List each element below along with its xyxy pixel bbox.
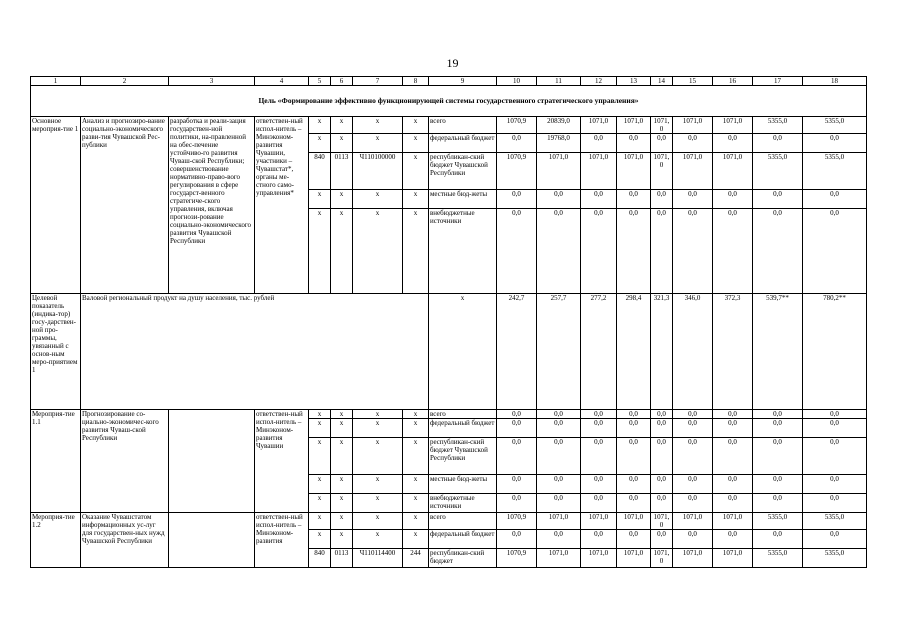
indicator-value: 346,0 <box>673 294 713 410</box>
value-cell: 0,0 <box>497 134 537 153</box>
code-target: x <box>353 209 403 294</box>
value-cell: 1070,9 <box>497 117 537 134</box>
code-grbs: x <box>309 475 331 494</box>
value-cell: 0,0 <box>617 530 651 549</box>
value-cell: 1071,0 <box>617 513 651 530</box>
indicator-value: 257,7 <box>537 294 581 410</box>
value-cell: 1071,0 <box>651 153 673 190</box>
code-expense-type: x <box>403 494 429 513</box>
value-cell: 0,0 <box>617 209 651 294</box>
value-cell: 0,0 <box>753 134 803 153</box>
value-cell: 1071,0 <box>713 549 753 568</box>
funding-source: внебюджетные источники <box>429 494 497 513</box>
indicator-text: Валовой региональный продукт на душу населения, тыс. рублей <box>81 294 429 410</box>
value-cell: 0,0 <box>651 438 673 475</box>
funding-source: республикан-ский бюджет <box>429 549 497 568</box>
value-cell: 0,0 <box>497 410 537 419</box>
column-number: 4 <box>255 77 309 86</box>
value-cell: 0,0 <box>651 209 673 294</box>
value-cell: 0,0 <box>713 475 753 494</box>
code-target: x <box>353 438 403 475</box>
value-cell: 1071,0 <box>651 549 673 568</box>
code-expense-type: x <box>403 513 429 530</box>
activity-description <box>169 513 255 568</box>
code-expense-type: x <box>403 190 429 209</box>
column-number: 10 <box>497 77 537 86</box>
indicator-value: 780,2** <box>803 294 867 410</box>
column-number: 14 <box>651 77 673 86</box>
value-cell: 0,0 <box>497 209 537 294</box>
value-cell: 1070,9 <box>497 513 537 530</box>
column-number-row <box>31 77 867 86</box>
activity-description: разработка и реали-зация государствен-ной политики, на-правленной на обес-печение устойчиво-го развития Чуваш-ской Республики; совершенствование нормативно-право-вого регулирования в сфере государст-венного стратегиче-ского управления, включая прогнози-рование социально-экономического развития Чувашской Республики <box>169 117 255 294</box>
value-cell: 0,0 <box>713 438 753 475</box>
value-cell: 0,0 <box>651 475 673 494</box>
code-section: x <box>331 117 353 134</box>
indicator-value: 321,3 <box>651 294 673 410</box>
funding-source: местные бюд-жеты <box>429 475 497 494</box>
value-cell: 0,0 <box>497 190 537 209</box>
value-cell: 0,0 <box>803 134 867 153</box>
indicator-value: 372,3 <box>713 294 753 410</box>
activity-title: Прогнозирование со-циально-экономичес-кого развития Чуваш-ской Республики <box>81 410 169 513</box>
value-cell: 0,0 <box>803 475 867 494</box>
value-cell: 1071,0 <box>673 513 713 530</box>
goal-row <box>31 86 867 117</box>
value-cell: 0,0 <box>651 494 673 513</box>
table-row <box>31 513 867 530</box>
code-target: Ч110100000 <box>353 153 403 190</box>
value-cell: 0,0 <box>673 494 713 513</box>
value-cell: 1071,0 <box>651 117 673 134</box>
column-number: 7 <box>353 77 403 86</box>
funding-source: всего <box>429 117 497 134</box>
column-number: 6 <box>331 77 353 86</box>
value-cell: 0,0 <box>497 475 537 494</box>
value-cell: 1071,0 <box>537 513 581 530</box>
funding-source: республикан-ский бюджет Чувашской Республики <box>429 438 497 475</box>
value-cell: 5355,0 <box>753 153 803 190</box>
table-row <box>31 117 867 134</box>
code-target: x <box>353 117 403 134</box>
code-grbs: x <box>309 438 331 475</box>
value-cell: 0,0 <box>581 190 617 209</box>
code-expense-type: x <box>403 438 429 475</box>
value-cell: 0,0 <box>617 410 651 419</box>
value-cell: 0,0 <box>803 419 867 438</box>
value-cell: 0,0 <box>537 438 581 475</box>
page-number: 19 <box>446 56 459 70</box>
value-cell: 5355,0 <box>803 117 867 134</box>
code-target: x <box>353 410 403 419</box>
value-cell: 0,0 <box>537 209 581 294</box>
code-grbs: x <box>309 134 331 153</box>
column-number: 11 <box>537 77 581 86</box>
column-number: 18 <box>803 77 867 86</box>
value-cell: 1071,0 <box>673 549 713 568</box>
value-cell: 0,0 <box>617 475 651 494</box>
value-cell: 5355,0 <box>753 549 803 568</box>
value-cell: 1071,0 <box>537 549 581 568</box>
activity-description <box>169 410 255 513</box>
value-cell: 1071,0 <box>581 153 617 190</box>
indicator-row <box>31 294 867 410</box>
activity-name: Мероприя-тие 1.1 <box>31 410 81 513</box>
value-cell: 0,0 <box>713 190 753 209</box>
column-number: 15 <box>673 77 713 86</box>
value-cell: 1071,0 <box>617 117 651 134</box>
code-target: x <box>353 494 403 513</box>
funding-source: федеральный бюджет <box>429 134 497 153</box>
executor: ответствен-ный испол-нитель – Минэконом-развития Чувашии, участники – Чувашстат*, органы ме-стного само-управления* <box>255 117 309 294</box>
value-cell: 0,0 <box>537 494 581 513</box>
code-grbs: x <box>309 513 331 530</box>
code-grbs: x <box>309 494 331 513</box>
value-cell: 0,0 <box>713 209 753 294</box>
value-cell: 0,0 <box>617 134 651 153</box>
value-cell: 0,0 <box>673 134 713 153</box>
value-cell: 1071,0 <box>581 513 617 530</box>
code-expense-type: x <box>403 475 429 494</box>
value-cell: 0,0 <box>673 410 713 419</box>
value-cell: 0,0 <box>617 438 651 475</box>
value-cell: 0,0 <box>581 475 617 494</box>
value-cell: 0,0 <box>581 494 617 513</box>
code-target: Ч110114400 <box>353 549 403 568</box>
value-cell: 1071,0 <box>673 117 713 134</box>
activity-title: Оказание Чувашстатом информационных ус-луг для государствен-ных нужд Чувашской Республики <box>81 513 169 568</box>
code-grbs: x <box>309 209 331 294</box>
funding-source: местные бюд-жеты <box>429 190 497 209</box>
code-grbs: x <box>309 530 331 549</box>
code-section: x <box>331 410 353 419</box>
value-cell: 0,0 <box>537 190 581 209</box>
value-cell: 0,0 <box>803 530 867 549</box>
value-cell: 0,0 <box>497 438 537 475</box>
value-cell: 1071,0 <box>617 153 651 190</box>
value-cell: 1071,0 <box>673 153 713 190</box>
value-cell: 5355,0 <box>803 549 867 568</box>
indicator-x: x <box>429 294 497 410</box>
code-target: x <box>353 190 403 209</box>
code-expense-type: x <box>403 410 429 419</box>
funding-source: всего <box>429 513 497 530</box>
value-cell: 0,0 <box>673 475 713 494</box>
code-target: x <box>353 530 403 549</box>
code-section: x <box>331 494 353 513</box>
value-cell: 1071,0 <box>651 513 673 530</box>
code-section: x <box>331 209 353 294</box>
value-cell: 0,0 <box>753 209 803 294</box>
column-number: 9 <box>429 77 497 86</box>
value-cell: 5355,0 <box>803 153 867 190</box>
code-grbs: x <box>309 190 331 209</box>
code-section: x <box>331 475 353 494</box>
value-cell: 20839,0 <box>537 117 581 134</box>
code-grbs: 840 <box>309 153 331 190</box>
code-expense-type: x <box>403 419 429 438</box>
value-cell: 0,0 <box>753 475 803 494</box>
value-cell: 0,0 <box>673 190 713 209</box>
value-cell: 0,0 <box>497 494 537 513</box>
code-grbs: 840 <box>309 549 331 568</box>
program-table <box>30 76 867 568</box>
value-cell: 1071,0 <box>713 513 753 530</box>
value-cell: 1071,0 <box>713 117 753 134</box>
value-cell: 0,0 <box>673 209 713 294</box>
code-target: x <box>353 134 403 153</box>
value-cell: 0,0 <box>537 530 581 549</box>
code-expense-type: x <box>403 117 429 134</box>
value-cell: 0,0 <box>753 410 803 419</box>
table-row <box>31 410 867 419</box>
goal-title: Цель «Формирование эффективно функционирующей системы государственного стратегического управления» <box>31 86 867 117</box>
value-cell: 0,0 <box>651 530 673 549</box>
value-cell: 1071,0 <box>581 117 617 134</box>
value-cell: 0,0 <box>803 438 867 475</box>
code-target: x <box>353 475 403 494</box>
value-cell: 0,0 <box>581 530 617 549</box>
code-section: x <box>331 530 353 549</box>
code-expense-type: 244 <box>403 549 429 568</box>
value-cell: 0,0 <box>753 438 803 475</box>
column-number: 1 <box>31 77 81 86</box>
code-expense-type: x <box>403 209 429 294</box>
value-cell: 0,0 <box>753 530 803 549</box>
code-expense-type: x <box>403 530 429 549</box>
code-grbs: x <box>309 410 331 419</box>
column-number: 5 <box>309 77 331 86</box>
value-cell: 0,0 <box>713 134 753 153</box>
value-cell: 5355,0 <box>753 513 803 530</box>
funding-source: внебюджетные источники <box>429 209 497 294</box>
value-cell: 0,0 <box>581 410 617 419</box>
code-grbs: x <box>309 117 331 134</box>
indicator-label: Целевой показатель (индика-тор) госу-дарствен-ной про-граммы, увязанный с основ-ным меро-приятием 1 <box>31 294 81 410</box>
code-expense-type: x <box>403 134 429 153</box>
indicator-value: 277,2 <box>581 294 617 410</box>
code-section: x <box>331 438 353 475</box>
column-number: 8 <box>403 77 429 86</box>
value-cell: 0,0 <box>713 419 753 438</box>
column-number: 16 <box>713 77 753 86</box>
code-expense-type: x <box>403 153 429 190</box>
indicator-value: 242,7 <box>497 294 537 410</box>
executor: ответствен-ный испол-нитель – Минэконом-развития <box>255 513 309 568</box>
value-cell: 0,0 <box>673 438 713 475</box>
code-grbs: x <box>309 419 331 438</box>
value-cell: 0,0 <box>497 530 537 549</box>
value-cell: 5355,0 <box>803 513 867 530</box>
value-cell: 0,0 <box>537 419 581 438</box>
code-section: 0113 <box>331 549 353 568</box>
value-cell: 0,0 <box>537 475 581 494</box>
funding-source: всего <box>429 410 497 419</box>
value-cell: 0,0 <box>651 134 673 153</box>
value-cell: 1071,0 <box>581 549 617 568</box>
value-cell: 0,0 <box>651 419 673 438</box>
value-cell: 0,0 <box>753 190 803 209</box>
value-cell: 0,0 <box>803 410 867 419</box>
value-cell: 0,0 <box>651 190 673 209</box>
value-cell: 0,0 <box>537 410 581 419</box>
value-cell: 19768,0 <box>537 134 581 153</box>
code-section: x <box>331 419 353 438</box>
value-cell: 0,0 <box>497 419 537 438</box>
value-cell: 0,0 <box>713 530 753 549</box>
value-cell: 0,0 <box>617 419 651 438</box>
value-cell: 0,0 <box>803 494 867 513</box>
value-cell: 0,0 <box>803 190 867 209</box>
code-section: x <box>331 190 353 209</box>
value-cell: 1071,0 <box>617 549 651 568</box>
funding-source: федеральный бюджет <box>429 530 497 549</box>
activity-title: Анализ и прогнозиро-вание социально-экономического разви-тия Чувашской Рес-публики <box>81 117 169 294</box>
code-section: 0113 <box>331 153 353 190</box>
value-cell: 0,0 <box>581 438 617 475</box>
value-cell: 0,0 <box>617 494 651 513</box>
code-target: x <box>353 513 403 530</box>
value-cell: 1070,9 <box>497 153 537 190</box>
value-cell: 0,0 <box>581 419 617 438</box>
funding-source: федеральный бюджет <box>429 419 497 438</box>
funding-source: республикан-ский бюджет Чувашской Республики <box>429 153 497 190</box>
code-target: x <box>353 419 403 438</box>
code-section: x <box>331 134 353 153</box>
value-cell: 0,0 <box>713 410 753 419</box>
value-cell: 0,0 <box>673 419 713 438</box>
activity-name: Основное мероприя-тие 1 <box>31 117 81 294</box>
column-number: 2 <box>81 77 169 86</box>
code-section: x <box>331 513 353 530</box>
indicator-value: 298,4 <box>617 294 651 410</box>
value-cell: 0,0 <box>581 134 617 153</box>
value-cell: 1071,0 <box>713 153 753 190</box>
executor: ответствен-ный испол-нитель – Минэконом-развития Чувашии <box>255 410 309 513</box>
value-cell: 0,0 <box>753 494 803 513</box>
value-cell: 5355,0 <box>753 117 803 134</box>
indicator-value: 539,7** <box>753 294 803 410</box>
value-cell: 0,0 <box>713 494 753 513</box>
column-number: 13 <box>617 77 651 86</box>
value-cell: 0,0 <box>673 530 713 549</box>
value-cell: 0,0 <box>803 209 867 294</box>
column-number: 17 <box>753 77 803 86</box>
column-number: 3 <box>169 77 255 86</box>
value-cell: 0,0 <box>753 419 803 438</box>
value-cell: 1070,9 <box>497 549 537 568</box>
activity-name: Мероприя-тие 1.2 <box>31 513 81 568</box>
value-cell: 0,0 <box>651 410 673 419</box>
value-cell: 0,0 <box>581 209 617 294</box>
value-cell: 1071,0 <box>537 153 581 190</box>
column-number: 12 <box>581 77 617 86</box>
value-cell: 0,0 <box>617 190 651 209</box>
